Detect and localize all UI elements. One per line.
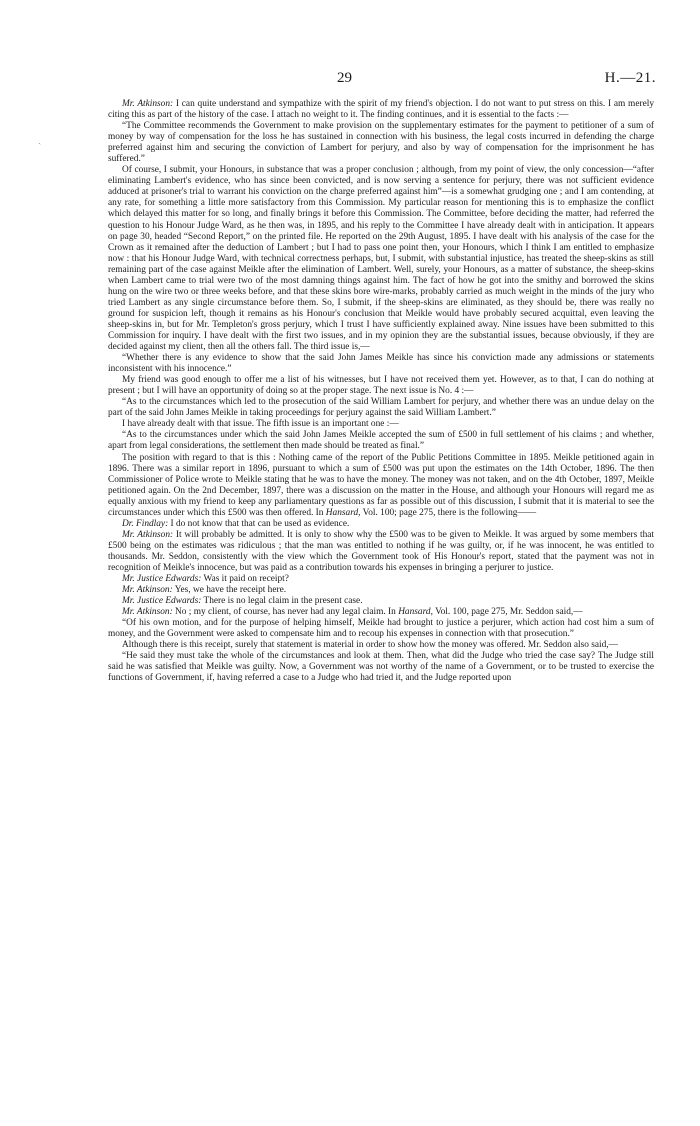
paragraph-text: Was it paid on receipt? bbox=[201, 574, 289, 585]
italic-reference: Hansard bbox=[325, 507, 359, 518]
paragraph bbox=[108, 530, 654, 574]
paragraph bbox=[108, 165, 654, 353]
paragraph-text-continued: , Vol. 100, page 275, Mr. Seddon said,— bbox=[430, 607, 583, 618]
paragraph-text: I can quite understand and sympathize with the spirit of my friend's objection. I do not want to put stress on this. I am merely citing this as part of the history of the case. I attach no weight to it. The finding continues, and it is essential to the facts :— bbox=[108, 99, 654, 121]
paragraph-text: It will probably be admitted. It is only to show why the £500 was to be given to Meikle. It was argued by some members that £500 being on the estimates was ridiculous ; that the man was entitled to nothing if he was guilty, or, if he was innocent, he was entitled to thousands. Mr. Seddon, consistently with the view which the Government took of His Honour's report, stated that the payment was not in recognition of Meikle's innocence, but was paid as a contribution towards his expenses in bringing a perjurer to justice. bbox=[108, 529, 654, 573]
paragraph bbox=[108, 519, 654, 530]
paragraph-text: “Of his own motion, and for the purpose of helping himself, Meikle had brought to justice a perjurer, which action had cost him a sum of money, and the Government were asked to compensate him and to recoup his expenses in connection with that prosecution.” bbox=[108, 618, 654, 640]
paragraph bbox=[108, 574, 654, 585]
paragraph-text: No ; my client, of course, has never had any legal claim. In bbox=[172, 607, 399, 618]
quoted-paragraph bbox=[108, 618, 654, 640]
paragraph bbox=[108, 596, 654, 607]
paragraph bbox=[108, 419, 654, 430]
quoted-paragraph bbox=[108, 430, 654, 452]
paragraph-text: Of course, I submit, your Honours, in substance that was a proper conclusion ; although, from my point of view, the only concession—“after eliminating Lambert's evidence, who has since been convicted, and is now serving a sentence for perjury, there was not sufficient evidence adduced at prisoner's trial to warrant his conviction on the charge preferred against him”—is a somewhat grudging one ; and I am contending, at any rate, for something a little more satisfactory from this Commission. My particular reason for mentioning this is to emphasize the conflict which delayed this matter for so long, and finally brings it before this Commission. The Committee, before deciding the matter, had referred the question to his Honour Judge Ward, as he then was, in 1895, and his reply to the Committee I have already dealt with in anticipation. It appears on page 30, headed “Second Report,” on the printed file. He reported on the 29th August, 1895. I have dealt with his analysis of the case for the Crown as it remained after the deduction of Lambert ; but I had to pass one point then, your Honours, which I think I am entitled to emphasize now : that his Honour Judge Ward, with technical correctness perhaps, but, I submit, with substantial injustice, has treated the sheep-skins as still remaining part of the case against Meikle after the elimination of Lambert. Well, surely, your Honours, as a matter of substance, the sheep-skins when Lambert came to trial were two of the most damning things against him. The fact of how he got into the smithy and borrowed the skins hung on the wire two or three weeks before, and that these skins bore wire-marks, probably carried as much weight in the minds of the jury who tried Lambert as any single circumstance before them. So, I submit, if the sheep-skins are eliminated, as they should be, there was really no ground for suspicion left, though it remains as his Honour's conclusion that Meikle would have probably secured acquittal, even leaving the sheep-skins in, but for Mr. Templeton's gross perjury, which I trust I have sufficiently explained away. Nine issues have been submitted to this Commission for inquiry. I have dealt with the first two issues, and in my opinion they are the substantial issues, because obviously, if they are decided against my client, then all the others fall. The third issue is,— bbox=[108, 165, 654, 353]
paragraph bbox=[108, 453, 654, 519]
speaker-name: Mr. Atkinson: bbox=[122, 529, 174, 540]
speaker-name: Dr. Findlay: bbox=[122, 518, 169, 529]
quoted-paragraph bbox=[108, 121, 654, 165]
paragraph bbox=[108, 585, 654, 596]
paragraph-text: Although there is this receipt, surely that statement is material in order to show how the money was offered. Mr. Seddon also said,— bbox=[122, 640, 618, 651]
paragraph-text-continued: , Vol. 100; page 275, there is the following—— bbox=[358, 507, 537, 518]
paragraph-text: “He said they must take the whole of the circumstances and look at them. Then, what did the Judge who tried the case say? The Judge still said he was satisfied that Meikle was guilty. Now, a Government was not worthy of the name of a Government, or to be trusted to exercise the functions of Government, if, having referred a case to a Judge who had tried it, and the Judge reported upon bbox=[108, 651, 654, 684]
paragraph-text: “Whether there is any evidence to show that the said John James Meikle has since his conviction made any admissions or statements inconsistent with his innocence.” bbox=[108, 353, 654, 375]
paragraph-text: “The Committee recommends the Government to make provision on the supplementary estimates for the payment to petitioner of a sum of money by way of compensation for the loss he has sustained in connection with his business, the legal costs incurred in defending the charge preferred against him and securing the conviction of Lambert for perjury, and also by way of compensation for the imprisonment he has suffered.” bbox=[108, 121, 654, 165]
paragraph-text: There is no legal claim in the present case. bbox=[201, 596, 363, 607]
paragraph bbox=[108, 375, 654, 397]
paragraph-text: I do not know that that can be used as evidence. bbox=[168, 518, 350, 529]
paragraph bbox=[108, 640, 654, 651]
italic-reference: Hansard bbox=[398, 607, 431, 618]
speaker-name: Mr. Atkinson: bbox=[122, 99, 174, 109]
speaker-name: Mr. Atkinson: bbox=[122, 585, 173, 596]
paragraph-text: “As to the circumstances which led to the prosecution of the said William Lambert for perjury, and whether there was an undue delay on the part of the said John James Meikle in taking proceedings for perjury against the said William Lambert.” bbox=[108, 397, 654, 419]
document-body bbox=[108, 99, 654, 684]
quoted-paragraph bbox=[108, 353, 654, 375]
paragraph-text: My friend was good enough to offer me a list of his witnesses, but I have not received them yet. However, as to that, I can do nothing at present ; but I will have an opportunity of doing so at the proper stage. The next issue is No. 4 :— bbox=[108, 375, 654, 397]
paragraph-text: Yes, we have the receipt here. bbox=[172, 585, 287, 596]
margin-mark: ˏ bbox=[38, 134, 42, 145]
paragraph-text: I have already dealt with that issue. The fifth issue is an important one :— bbox=[122, 419, 399, 430]
document-reference: H.—21. bbox=[604, 70, 656, 86]
quoted-paragraph bbox=[108, 651, 654, 684]
speaker-name: Mr. Justice Edwards: bbox=[122, 596, 202, 607]
paragraph-text: The position with regard to that is this : Nothing came of the report of the Public Petitions Committee in 1895. Meikle petitioned again in 1896. There was a similar report in 1896, pursuant to which a sum of £500 was put upon the estimates on the 14th October, 1896. The then Commissioner of Police wrote to Meikle stating that he was to have the money. The money was not taken, and on the 4th October, 1897, Meikle petitioned again. On the 2nd December, 1897, there was a discussion on the matter in the House, and although your Honours will regard me as equally anxious with my friend to keep any parliamentary questions as far as possible out of this discussion, I submit that it is material to see the circumstances under which this £500 was then offered. In bbox=[108, 452, 654, 518]
speaker-name: Mr. Justice Edwards: bbox=[122, 574, 202, 585]
paragraph bbox=[108, 607, 654, 618]
page-header bbox=[0, 70, 700, 90]
page-number: 29 bbox=[337, 70, 352, 86]
paragraph-text: “As to the circumstances under which the said John James Meikle accepted the sum of £500 in full settlement of his claims ; and whether, apart from legal considerations, the settlement then made should be treated as final.” bbox=[108, 430, 654, 452]
speaker-name: Mr. Atkinson: bbox=[122, 607, 173, 618]
paragraph bbox=[108, 99, 654, 121]
quoted-paragraph bbox=[108, 397, 654, 419]
